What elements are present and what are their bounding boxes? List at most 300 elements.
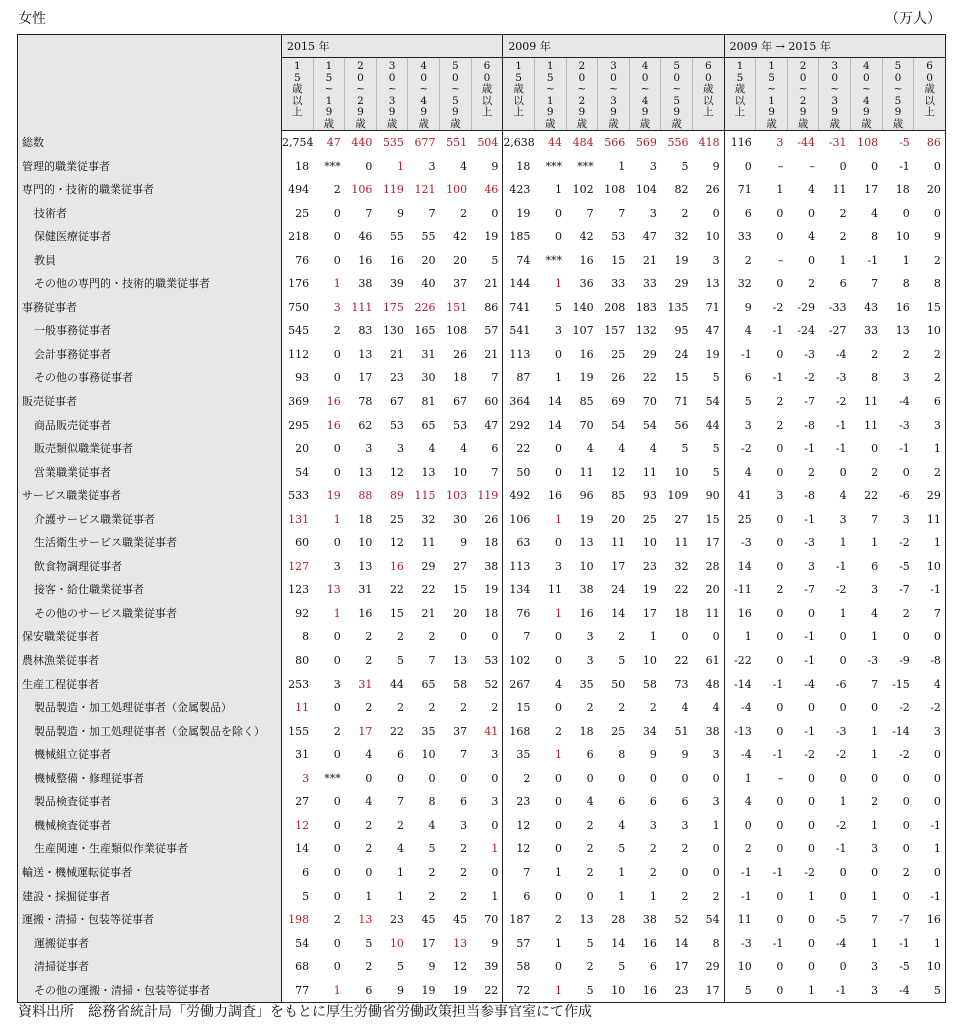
value-cell: 104 bbox=[635, 183, 657, 197]
value-cell: 95 bbox=[674, 324, 689, 338]
value-cell: -27 bbox=[828, 324, 847, 338]
value-cell: 0 bbox=[471, 625, 503, 649]
value-cell: 22 bbox=[389, 724, 404, 738]
value-cell: 81 bbox=[421, 395, 436, 409]
value-cell: 18 bbox=[579, 724, 594, 738]
value-cell: 1 bbox=[618, 159, 626, 173]
value-cell: 45 bbox=[453, 913, 468, 927]
group-header-2009: 2009 年 bbox=[503, 35, 724, 58]
value-cell: 55 bbox=[389, 230, 404, 244]
value-cell: 0 bbox=[776, 724, 784, 738]
value-cell: 535 bbox=[382, 136, 404, 149]
value-cell: 47 bbox=[471, 414, 503, 438]
value-cell: 0 bbox=[839, 159, 847, 173]
value-cell: 74 bbox=[516, 253, 531, 267]
value-cell: 0 bbox=[333, 960, 341, 974]
value-cell: -8 bbox=[804, 489, 815, 503]
value-cell: 14 bbox=[295, 842, 310, 856]
age-header bbox=[851, 58, 883, 131]
value-cell: 2 bbox=[933, 465, 941, 479]
value-cell: 7 bbox=[523, 865, 531, 879]
value-cell: 10 bbox=[358, 536, 373, 550]
value-cell: 36 bbox=[579, 277, 594, 291]
table-row bbox=[18, 837, 946, 861]
value-cell: – bbox=[777, 771, 784, 785]
value-cell: 4 bbox=[586, 442, 594, 456]
value-cell: 23 bbox=[389, 371, 404, 385]
value-cell: 151 bbox=[446, 300, 468, 314]
value-cell: 9 bbox=[933, 230, 941, 244]
row-label: 農林漁業従事者 bbox=[18, 649, 282, 673]
value-cell: 226 bbox=[414, 300, 436, 314]
value-cell: 3 bbox=[460, 818, 468, 832]
value-cell: 45 bbox=[421, 913, 436, 927]
value-cell: 0 bbox=[871, 159, 879, 173]
value-cell: 13 bbox=[358, 465, 373, 479]
value-cell: 6 bbox=[871, 559, 879, 573]
value-cell: 3 bbox=[428, 159, 436, 173]
value-cell: 3 bbox=[333, 559, 341, 573]
value-cell: -5 bbox=[835, 913, 847, 927]
value-cell: 54 bbox=[692, 390, 724, 414]
value-cell: 0 bbox=[871, 771, 879, 785]
value-cell: 25 bbox=[737, 512, 752, 526]
row-label: 一般事務従事者 bbox=[18, 319, 282, 343]
value-cell: 73 bbox=[674, 677, 689, 691]
table-row bbox=[18, 555, 946, 579]
age-header-label: 40~49歳 bbox=[639, 60, 651, 130]
value-cell: 12 bbox=[453, 960, 468, 974]
value-cell: 2 bbox=[428, 865, 436, 879]
age-header-label: 60歳以上 bbox=[703, 60, 714, 118]
value-cell: 0 bbox=[333, 654, 341, 668]
value-cell: 12 bbox=[516, 818, 531, 832]
table-row bbox=[18, 979, 946, 1003]
value-cell: 2 bbox=[871, 795, 879, 809]
value-cell: 26 bbox=[611, 371, 626, 385]
table-row bbox=[18, 955, 946, 979]
age-header bbox=[440, 58, 472, 131]
value-cell: 25 bbox=[295, 206, 310, 220]
value-cell: 7 bbox=[365, 206, 373, 220]
age-header bbox=[914, 58, 946, 131]
value-cell: 11 bbox=[692, 602, 724, 626]
value-cell: 19 bbox=[471, 578, 503, 602]
value-cell: 47 bbox=[692, 319, 724, 343]
value-cell: 14 bbox=[611, 606, 626, 620]
value-cell: -15 bbox=[892, 677, 910, 691]
value-cell: -14 bbox=[734, 677, 752, 691]
value-cell: 1 bbox=[839, 536, 847, 550]
value-cell: 20 bbox=[611, 512, 626, 526]
value-cell: 5 bbox=[396, 960, 404, 974]
value-cell: 6 bbox=[839, 277, 847, 291]
value-cell: 32 bbox=[737, 277, 752, 291]
value-cell: 0 bbox=[839, 630, 847, 644]
table-row bbox=[18, 531, 946, 555]
value-cell: 5 bbox=[302, 889, 310, 903]
age-header bbox=[503, 58, 535, 131]
value-cell: 0 bbox=[333, 371, 341, 385]
value-cell: -29 bbox=[797, 300, 815, 314]
value-cell: 0 bbox=[365, 865, 373, 879]
value-cell: 5 bbox=[618, 842, 626, 856]
value-cell: 7 bbox=[460, 748, 468, 762]
value-cell: 1 bbox=[871, 536, 879, 550]
value-cell: 0 bbox=[555, 630, 563, 644]
value-cell: -2 bbox=[835, 748, 847, 762]
value-cell: 58 bbox=[516, 960, 531, 974]
table-body bbox=[18, 131, 946, 1003]
value-cell: 2 bbox=[586, 818, 594, 832]
value-cell: 0 bbox=[807, 606, 815, 620]
value-cell: 187 bbox=[509, 913, 531, 927]
row-label: 飲食物調理従事者 bbox=[18, 555, 282, 579]
value-cell: 2 bbox=[933, 371, 941, 385]
value-cell: -2 bbox=[772, 300, 784, 314]
table-row bbox=[18, 696, 946, 720]
value-cell: 0 bbox=[555, 442, 563, 456]
value-cell: 5 bbox=[618, 654, 626, 668]
value-cell: 0 bbox=[555, 230, 563, 244]
row-label: 商品販売従事者 bbox=[18, 414, 282, 438]
value-cell: 2 bbox=[807, 465, 815, 479]
value-cell: 15 bbox=[516, 701, 531, 715]
value-cell: 20 bbox=[453, 606, 468, 620]
value-cell: -1 bbox=[772, 324, 784, 338]
value-cell: 15 bbox=[453, 583, 468, 597]
value-cell: 10 bbox=[926, 559, 941, 573]
age-header bbox=[282, 58, 314, 131]
table-row bbox=[18, 908, 946, 932]
value-cell: 3 bbox=[933, 724, 941, 738]
age-header-label: 60歳以上 bbox=[924, 60, 935, 118]
value-cell: 0 bbox=[807, 936, 815, 950]
value-cell: -14 bbox=[892, 724, 910, 738]
value-cell: 29 bbox=[421, 559, 436, 573]
value-cell: 111 bbox=[351, 300, 373, 314]
age-header-label: 15~19歳 bbox=[544, 60, 556, 130]
value-cell: 5 bbox=[744, 395, 752, 409]
value-cell: -2 bbox=[899, 748, 910, 762]
value-cell: 6 bbox=[649, 795, 657, 809]
value-cell: 5 bbox=[586, 936, 594, 950]
value-cell: 1 bbox=[871, 724, 879, 738]
table-row bbox=[18, 343, 946, 367]
value-cell: 16 bbox=[642, 983, 657, 997]
row-label: 建設・採掘従事者 bbox=[18, 885, 282, 909]
value-cell: 43 bbox=[864, 300, 879, 314]
value-cell: 22 bbox=[421, 583, 436, 597]
value-cell: 4 bbox=[460, 159, 468, 173]
value-cell: 87 bbox=[516, 371, 531, 385]
value-cell: 0 bbox=[807, 842, 815, 856]
table-subject-label: 女性 bbox=[18, 11, 46, 27]
value-cell: 176 bbox=[288, 277, 310, 291]
value-cell: -1 bbox=[930, 583, 941, 597]
value-cell: 1 bbox=[555, 748, 563, 762]
value-cell: 4 bbox=[839, 489, 847, 503]
value-cell: 2 bbox=[902, 606, 910, 620]
value-cell: 112 bbox=[288, 347, 310, 361]
value-cell: 13 bbox=[358, 559, 373, 573]
row-label: 機械組立従事者 bbox=[18, 743, 282, 767]
value-cell: -2 bbox=[804, 748, 815, 762]
value-cell: 1 bbox=[871, 889, 879, 903]
value-cell: 0 bbox=[839, 701, 847, 715]
value-cell: 25 bbox=[611, 724, 626, 738]
value-cell: 1 bbox=[555, 277, 563, 291]
value-cell: 33 bbox=[864, 324, 879, 338]
table-row bbox=[18, 814, 946, 838]
value-cell: 26 bbox=[692, 178, 724, 202]
value-cell: 9 bbox=[692, 155, 724, 179]
age-header bbox=[629, 58, 661, 131]
value-cell: -8 bbox=[930, 654, 941, 668]
value-cell: 4 bbox=[396, 842, 404, 856]
value-cell: 17 bbox=[692, 979, 724, 1003]
value-cell: 484 bbox=[572, 136, 594, 149]
value-cell: 6 bbox=[744, 206, 752, 220]
value-cell: 1 bbox=[555, 865, 563, 879]
value-cell: 2 bbox=[618, 701, 626, 715]
table-row bbox=[18, 484, 946, 508]
value-cell: 107 bbox=[572, 324, 594, 338]
row-label: 接客・給仕職業従事者 bbox=[18, 578, 282, 602]
value-cell: 0 bbox=[333, 630, 341, 644]
value-cell: 7 bbox=[428, 654, 436, 668]
row-label: 生産工程従事者 bbox=[18, 673, 282, 697]
value-cell: 0 bbox=[333, 748, 341, 762]
value-cell: 10 bbox=[611, 983, 626, 997]
value-cell: -7 bbox=[804, 583, 815, 597]
age-header-label: 30~39歳 bbox=[829, 60, 840, 130]
value-cell: 65 bbox=[421, 677, 436, 691]
value-cell: 2 bbox=[460, 701, 468, 715]
value-cell: 295 bbox=[288, 418, 310, 432]
value-cell: 3 bbox=[396, 442, 404, 456]
value-cell: -3 bbox=[804, 536, 815, 550]
value-cell: 2 bbox=[523, 771, 531, 785]
value-cell: 1 bbox=[555, 371, 563, 385]
value-cell: 0 bbox=[555, 842, 563, 856]
value-cell: -13 bbox=[734, 724, 752, 738]
value-cell: 20 bbox=[453, 253, 468, 267]
value-cell: 19 bbox=[516, 206, 531, 220]
value-cell: 0 bbox=[586, 889, 594, 903]
value-cell: 1 bbox=[471, 885, 503, 909]
value-cell: 53 bbox=[611, 230, 626, 244]
value-cell: 85 bbox=[611, 489, 626, 503]
table-row bbox=[18, 296, 946, 320]
value-cell: 22 bbox=[674, 654, 689, 668]
value-cell: 9 bbox=[681, 748, 689, 762]
age-header-label: 50~59歳 bbox=[450, 60, 461, 130]
value-cell: 0 bbox=[555, 771, 563, 785]
value-cell: -1 bbox=[899, 159, 910, 173]
value-cell: -3 bbox=[741, 536, 752, 550]
value-cell: 16 bbox=[326, 395, 341, 409]
value-cell: 7 bbox=[471, 461, 503, 485]
value-cell: 0 bbox=[902, 206, 910, 220]
value-cell: 10 bbox=[895, 230, 910, 244]
value-cell: 46 bbox=[471, 178, 503, 202]
value-cell: 16 bbox=[926, 913, 941, 927]
age-header bbox=[376, 58, 408, 131]
value-cell: 22 bbox=[471, 979, 503, 1003]
value-cell: 6 bbox=[649, 960, 657, 974]
age-header-label: 15~19歳 bbox=[323, 60, 335, 130]
value-cell: -4 bbox=[899, 395, 910, 409]
value-cell: 1 bbox=[776, 183, 784, 197]
value-cell: 2 bbox=[776, 583, 784, 597]
value-cell: 12 bbox=[295, 818, 310, 832]
value-cell: 4 bbox=[428, 442, 436, 456]
value-cell: 0 bbox=[555, 465, 563, 479]
value-cell: 25 bbox=[642, 512, 657, 526]
value-cell: 5 bbox=[681, 159, 689, 173]
value-cell: 27 bbox=[453, 559, 468, 573]
value-cell: – bbox=[777, 253, 784, 267]
value-cell: 24 bbox=[674, 347, 689, 361]
value-cell: 0 bbox=[839, 654, 847, 668]
value-cell: -1 bbox=[772, 865, 784, 879]
table-row bbox=[18, 131, 946, 155]
value-cell: 20 bbox=[926, 183, 941, 197]
value-cell: 677 bbox=[414, 136, 436, 149]
value-cell: -1 bbox=[804, 724, 815, 738]
value-cell: 60 bbox=[295, 536, 310, 550]
value-cell: 19 bbox=[674, 253, 689, 267]
value-cell: 23 bbox=[389, 913, 404, 927]
value-cell: 0 bbox=[807, 771, 815, 785]
value-cell: -5 bbox=[899, 136, 910, 149]
age-header-label: 15歳以上 bbox=[734, 60, 746, 118]
value-cell: 9 bbox=[396, 983, 404, 997]
value-cell: 55 bbox=[421, 230, 436, 244]
value-cell: 0 bbox=[649, 771, 657, 785]
value-cell: 109 bbox=[667, 489, 689, 503]
value-cell: 0 bbox=[333, 347, 341, 361]
value-cell: 0 bbox=[555, 206, 563, 220]
value-cell: 18 bbox=[895, 183, 910, 197]
value-cell: 0 bbox=[933, 865, 941, 879]
value-cell: -1 bbox=[835, 559, 847, 573]
value-cell: -9 bbox=[899, 654, 910, 668]
value-cell: 2 bbox=[460, 842, 468, 856]
value-cell: 0 bbox=[681, 771, 689, 785]
row-label: 販売従事者 bbox=[18, 390, 282, 414]
value-cell: 7 bbox=[396, 795, 404, 809]
value-cell: 2 bbox=[586, 865, 594, 879]
value-cell: 5 bbox=[396, 654, 404, 668]
value-cell: 0 bbox=[933, 748, 941, 762]
value-cell: 78 bbox=[358, 395, 373, 409]
value-cell: 2 bbox=[333, 183, 341, 197]
value-cell: 39 bbox=[389, 277, 404, 291]
value-cell: 19 bbox=[579, 512, 594, 526]
row-label: その他の専門的・技術的職業従事者 bbox=[18, 272, 282, 296]
value-cell: -1 bbox=[835, 418, 847, 432]
value-cell: 0 bbox=[744, 159, 752, 173]
value-cell: 13 bbox=[895, 324, 910, 338]
value-cell: 3 bbox=[871, 960, 879, 974]
value-cell: 2 bbox=[902, 347, 910, 361]
row-label: 総数 bbox=[18, 131, 282, 155]
value-cell: -1 bbox=[804, 442, 815, 456]
row-label: 運搬従事者 bbox=[18, 932, 282, 956]
age-header bbox=[345, 58, 377, 131]
value-cell: 4 bbox=[807, 230, 815, 244]
value-cell: 19 bbox=[642, 583, 657, 597]
value-cell: 1 bbox=[555, 512, 563, 526]
value-cell: 2 bbox=[933, 253, 941, 267]
value-cell: 2 bbox=[586, 842, 594, 856]
value-cell: 21 bbox=[421, 606, 436, 620]
value-cell: 0 bbox=[933, 206, 941, 220]
value-cell: 440 bbox=[351, 136, 373, 149]
age-header-label: 30~39歳 bbox=[608, 60, 619, 130]
value-cell: 10 bbox=[642, 654, 657, 668]
value-cell: 12 bbox=[389, 465, 404, 479]
value-cell: 3 bbox=[692, 249, 724, 273]
value-cell: 70 bbox=[579, 418, 594, 432]
table-row bbox=[18, 390, 946, 414]
value-cell: 18 bbox=[471, 602, 503, 626]
value-cell: 50 bbox=[611, 677, 626, 691]
value-cell: 4 bbox=[871, 606, 879, 620]
value-cell: 1 bbox=[933, 536, 941, 550]
value-cell: 3 bbox=[871, 583, 879, 597]
value-cell: 103 bbox=[446, 489, 468, 503]
table-row bbox=[18, 249, 946, 273]
value-cell: 70 bbox=[642, 395, 657, 409]
value-cell: 71 bbox=[674, 395, 689, 409]
value-cell: 113 bbox=[509, 559, 531, 573]
value-cell: 16 bbox=[389, 559, 404, 573]
value-cell: 26 bbox=[471, 508, 503, 532]
value-cell: 85 bbox=[579, 395, 594, 409]
value-cell: 0 bbox=[776, 442, 784, 456]
value-cell: 51 bbox=[674, 724, 689, 738]
value-cell: 15 bbox=[674, 371, 689, 385]
value-cell: -11 bbox=[734, 583, 752, 597]
value-cell: 0 bbox=[902, 795, 910, 809]
value-cell: 11 bbox=[579, 465, 594, 479]
group-header-2015: 2015 年 bbox=[282, 35, 503, 58]
value-cell: 494 bbox=[288, 183, 310, 197]
value-cell: 0 bbox=[618, 771, 626, 785]
value-cell: 541 bbox=[509, 324, 531, 338]
value-cell: 16 bbox=[326, 418, 341, 432]
value-cell: 504 bbox=[471, 131, 503, 155]
value-cell: 7 bbox=[523, 630, 531, 644]
value-cell: 42 bbox=[453, 230, 468, 244]
value-cell: 0 bbox=[555, 654, 563, 668]
value-cell: 5 bbox=[681, 442, 689, 456]
value-cell: 22 bbox=[674, 583, 689, 597]
value-cell: 102 bbox=[509, 654, 531, 668]
value-cell: 0 bbox=[333, 795, 341, 809]
age-header bbox=[819, 58, 851, 131]
value-cell: 0 bbox=[776, 277, 784, 291]
value-cell: 2 bbox=[333, 913, 341, 927]
value-cell: 3 bbox=[302, 771, 310, 785]
value-cell: 7 bbox=[428, 206, 436, 220]
value-cell: 86 bbox=[471, 296, 503, 320]
value-cell: 10 bbox=[737, 960, 752, 974]
value-cell: 12 bbox=[516, 842, 531, 856]
